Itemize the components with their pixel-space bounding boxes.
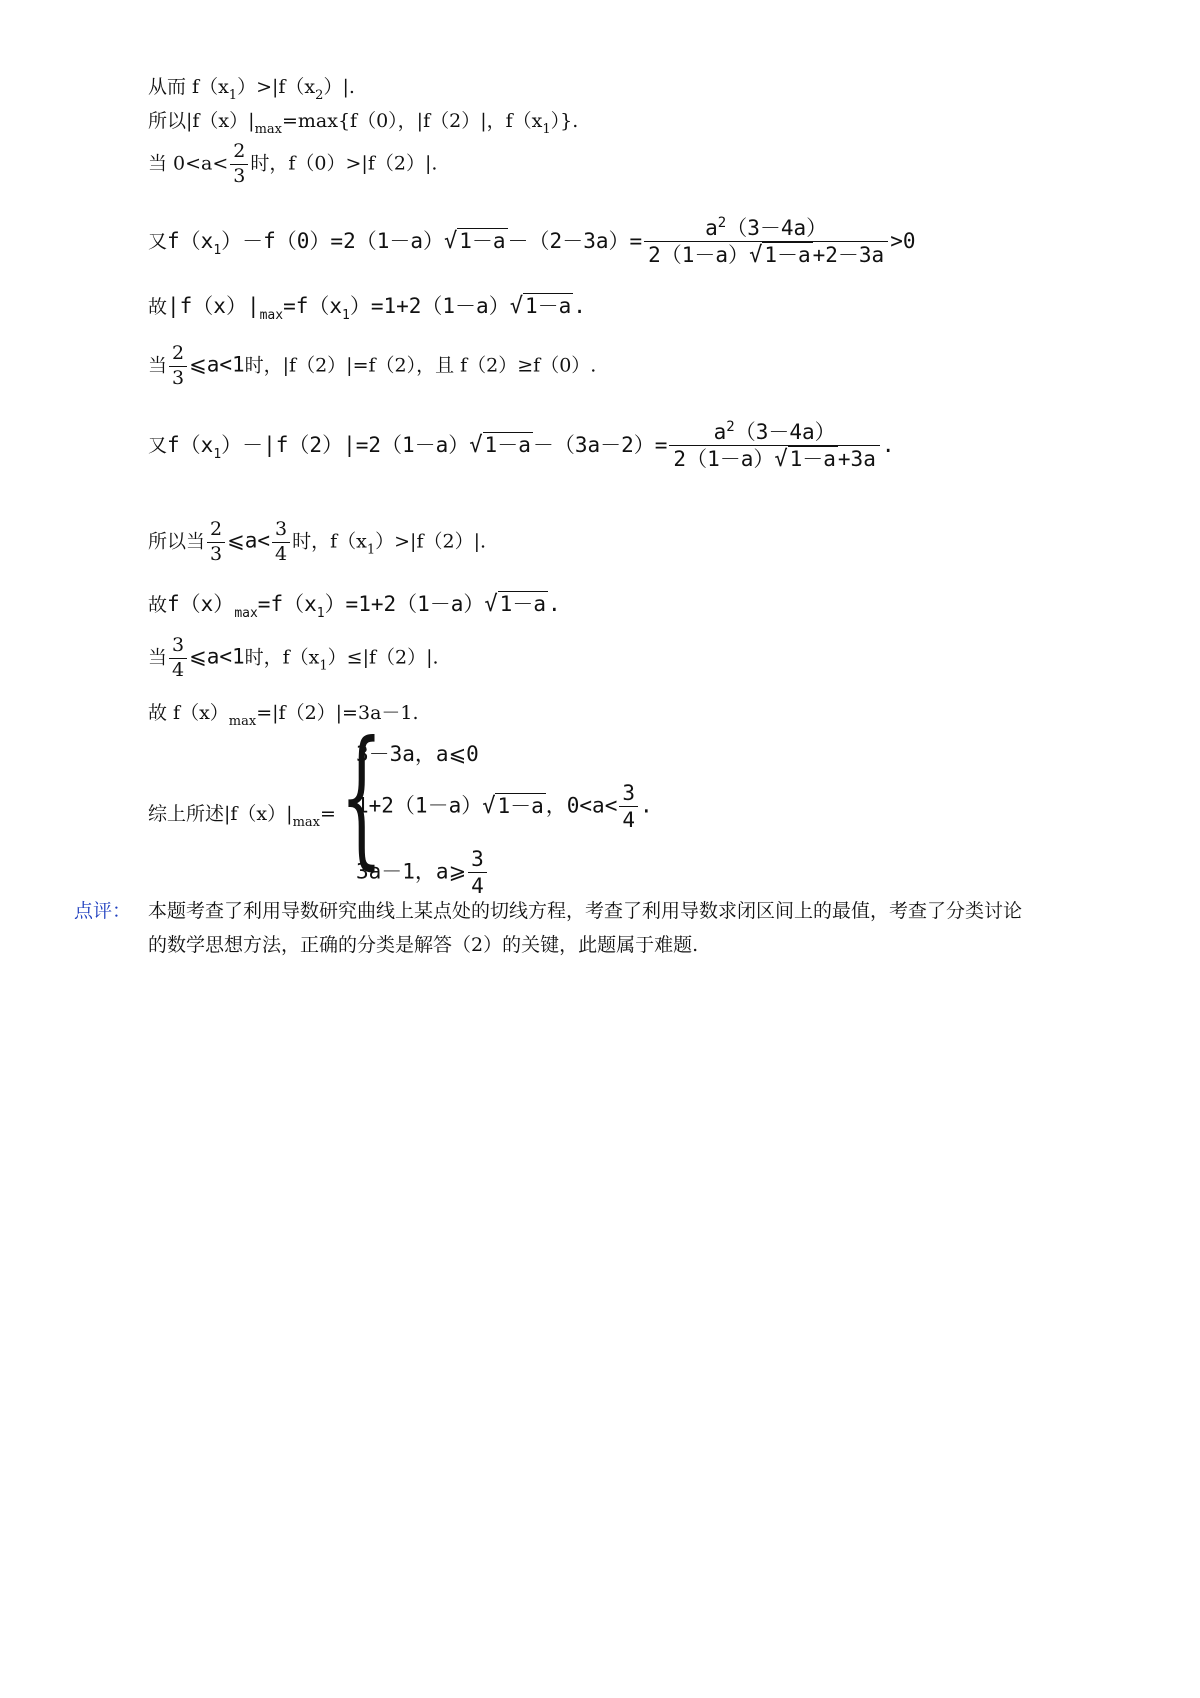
text: ）|. [323, 76, 355, 98]
text: 从而 f（x [148, 76, 229, 98]
math-expr [167, 294, 586, 323]
text: a [705, 216, 718, 240]
numerator: 3 [619, 782, 638, 807]
text: ⩽a<1 [189, 352, 245, 377]
text: . [881, 432, 895, 457]
fraction [272, 520, 290, 565]
numerator: 3 [468, 848, 487, 873]
radicand: 1－a [524, 294, 572, 318]
text: 故 [148, 594, 168, 616]
numerator: 3 [169, 636, 187, 659]
solution-line-5 [148, 296, 586, 322]
subscript: max [234, 606, 258, 621]
text: 当 0<a< [148, 152, 229, 175]
sqrt: √1－a [482, 793, 544, 819]
piecewise-case-1 [356, 738, 479, 768]
solution-line-9 [148, 594, 561, 620]
text: f（x [167, 432, 214, 457]
superscript: 2 [717, 215, 727, 231]
text: 故 [148, 296, 168, 318]
radicand: 1－a [764, 243, 811, 268]
text: 时，f（x [292, 530, 367, 553]
sqrt: √1－a [484, 592, 546, 617]
solution-line-4 [148, 216, 915, 267]
text: f（x） [167, 592, 235, 616]
fraction [619, 782, 638, 831]
text: a [713, 420, 727, 444]
fraction [169, 344, 187, 389]
sqrt: √1－a [444, 228, 506, 254]
subscript: 1 [213, 242, 222, 258]
denominator: 4 [172, 658, 185, 681]
numerator [669, 420, 879, 446]
text: ⩽a<1 [189, 644, 245, 669]
numerator: 3 [272, 520, 290, 543]
comment-line-1: 本题考查了利用导数研究曲线上某点处的切线方程，考查了利用导数求闭区间上的最值，考查了分类讨论 [148, 900, 1023, 922]
text: +2－3a [812, 243, 885, 268]
text: 当 [148, 354, 168, 377]
subscript: 1 [316, 606, 325, 621]
denominator: 3 [233, 164, 246, 187]
piecewise-case-3 [356, 848, 489, 897]
denominator: 4 [471, 874, 484, 899]
denominator: 3 [172, 366, 185, 389]
denominator [644, 242, 888, 267]
text: 又 [148, 230, 168, 253]
text: . [547, 592, 561, 616]
text: =max{f（0），|f（2）|，f（x [281, 110, 543, 132]
comment-line-2: 的数学思想方法，正确的分类是解答（2）的关键，此题属于难题. [148, 934, 699, 956]
summary-label [148, 805, 336, 829]
numerator: 2 [207, 520, 225, 543]
solution-line-6 [148, 344, 596, 389]
text: ）－|f（2）|=2（1－a） [221, 432, 470, 457]
subscript: 1 [366, 542, 376, 558]
subscript: max [259, 308, 284, 323]
piecewise-case-2 [356, 782, 653, 831]
numerator [644, 216, 888, 242]
sqrt: √1－a [749, 243, 811, 269]
denominator: 4 [622, 808, 635, 833]
sqrt: √1－a [774, 447, 836, 473]
text: =f（x [283, 294, 343, 318]
denominator: 4 [275, 542, 288, 565]
text: =f（x [257, 592, 317, 616]
numerator: 2 [230, 142, 248, 165]
text: =|f（2）|=3a－1. [256, 702, 419, 724]
text: ⩽a< [227, 528, 270, 553]
text: 2（1－a） [673, 447, 775, 472]
text: －（3a－2）= [532, 432, 668, 457]
subscript: 1 [228, 88, 238, 103]
subscript: 2 [315, 88, 324, 103]
radicand: 1－a [499, 592, 546, 616]
text: 时，f（0）>|f（2）|. [250, 152, 438, 175]
fraction [644, 216, 888, 267]
subscript: max [292, 815, 320, 830]
subscript: 1 [213, 446, 222, 462]
denominator: 3 [210, 542, 223, 565]
text: －（2－3a）= [507, 228, 643, 253]
fraction [669, 420, 879, 471]
subscript: max [254, 122, 282, 137]
text: ）=1+2（1－a） [349, 294, 510, 318]
superscript: 2 [726, 419, 735, 435]
piecewise-brace: { [340, 710, 383, 884]
radicand: 1－a [789, 447, 836, 472]
text: ）>|f（2）|. [375, 530, 487, 553]
text: 2（1－a） [648, 243, 750, 268]
text: 3a－1，a⩾ [356, 859, 467, 884]
text: |f（x）| [167, 294, 260, 318]
math-expr [167, 215, 916, 269]
text: ）>|f（x [237, 76, 316, 98]
text: 所以当 [148, 530, 206, 553]
math-expr [167, 419, 895, 473]
text: 1+2（1－a） [356, 793, 483, 818]
text: 时，|f（2）|=f（2），且 f（2）≥f（0）. [244, 354, 597, 377]
text: +3a [837, 447, 876, 472]
sqrt: √1－a [509, 294, 572, 319]
text: . [573, 294, 586, 318]
fraction [169, 636, 187, 681]
comment-label: 点评： [74, 900, 132, 922]
fraction [468, 848, 487, 897]
subscript: max [228, 714, 257, 729]
text: ）－f（0）=2（1－a） [221, 228, 444, 253]
fraction [230, 142, 248, 187]
text: 又 [148, 434, 168, 457]
text: f（x [167, 228, 214, 253]
solution-line-1 [148, 78, 355, 102]
denominator [669, 446, 879, 471]
text: = [319, 803, 336, 825]
subscript: 1 [319, 658, 328, 674]
solution-line-7 [148, 420, 895, 471]
text: （3－4a） [734, 420, 836, 444]
text: ）}. [550, 110, 579, 132]
text: 所以|f（x）| [148, 110, 255, 132]
radicand: 1－a [459, 228, 506, 253]
text: ）≤|f（2）|. [327, 646, 439, 669]
text: ，0<a< [545, 793, 618, 818]
text: 时，f（x [244, 646, 320, 669]
text: 综上所述|f（x）| [148, 803, 293, 825]
numerator: 2 [169, 344, 187, 367]
subscript: 1 [542, 122, 551, 137]
solution-line-3 [148, 142, 437, 187]
fraction [207, 520, 225, 565]
math-expr [167, 592, 561, 621]
text: ）=1+2（1－a） [324, 592, 485, 616]
text: 3－3a，a⩽0 [356, 742, 479, 766]
text: 故 f（x） [148, 702, 229, 724]
solution-line-10 [148, 636, 439, 681]
text: （3－4a） [726, 216, 828, 240]
subscript: 1 [342, 308, 350, 323]
text: >0 [890, 228, 916, 253]
sqrt: √1－a [469, 432, 531, 458]
radicand: 1－a [497, 793, 544, 818]
text: 当 [148, 646, 168, 669]
solution-line-8 [148, 520, 486, 565]
text: . [640, 793, 653, 818]
solution-line-2 [148, 112, 578, 136]
radicand: 1－a [484, 432, 531, 457]
